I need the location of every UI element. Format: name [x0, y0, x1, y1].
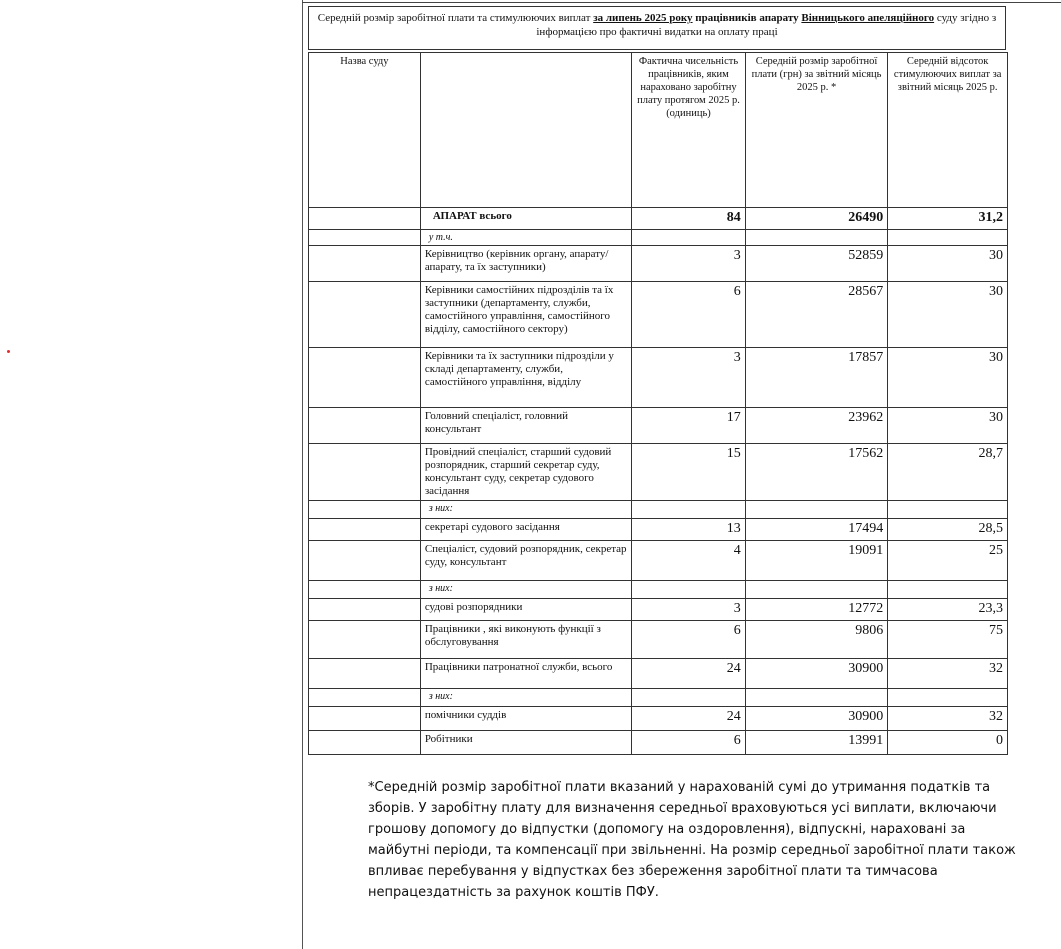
row-count: [632, 230, 746, 246]
row-count: 3: [632, 599, 746, 621]
table-row: [309, 246, 1008, 282]
row-salary: 12772: [745, 599, 888, 621]
row-court-cell: [309, 731, 421, 755]
row-court-cell: [309, 541, 421, 581]
row-pct: [888, 581, 1008, 599]
table-row: [309, 348, 1008, 408]
row-salary: 52859: [745, 246, 888, 282]
row-pct: 0: [888, 731, 1008, 755]
table-row: [309, 689, 1008, 707]
row-court-cell: [309, 444, 421, 501]
row-court-cell: [309, 246, 421, 282]
row-count: [632, 501, 746, 519]
row-label: Керівництво (керівник органу, апарату/апарату, та їх заступники): [420, 246, 631, 282]
row-label: Головний спеціаліст, головний консультант: [420, 408, 631, 444]
row-pct: 30: [888, 246, 1008, 282]
row-salary: 30900: [745, 707, 888, 731]
row-count: [632, 689, 746, 707]
row-pct: 31,2: [888, 208, 1008, 230]
row-court-cell: [309, 599, 421, 621]
row-pct: 30: [888, 408, 1008, 444]
table-row: [309, 707, 1008, 731]
row-salary: 28567: [745, 282, 888, 348]
page-left-edge: [302, 0, 303, 949]
table-row: [309, 731, 1008, 755]
row-court-cell: [309, 707, 421, 731]
table-row: [309, 408, 1008, 444]
row-salary: 23962: [745, 408, 888, 444]
row-label: Працівники патронатної служби, всього: [420, 659, 631, 689]
row-salary: 13991: [745, 731, 888, 755]
row-pct: 75: [888, 621, 1008, 659]
table-row: [309, 282, 1008, 348]
footnote: *Середній розмір заробітної плати вказаний у нарахованій сумі до утримання податків та зборів. У заробітну плату для визначення середньої враховуються усі виплати, включаючи грошову допомогу до відпустки (допомогу на оздоровлення), відпускні, нараховані за майбутні періоди, та компенсації при звільненні. На розмір середньої заробітної плати також впливає перебування у відпустках без збереження заробітної плати та тимчасова непрацездатність за рахунок коштів ПФУ.: [368, 780, 1016, 900]
row-count: 13: [632, 519, 746, 541]
row-count: 3: [632, 246, 746, 282]
row-salary: 19091: [745, 541, 888, 581]
row-salary: 30900: [745, 659, 888, 689]
row-count: 84: [632, 208, 746, 230]
header-empty: [420, 53, 631, 208]
row-pct: 30: [888, 348, 1008, 408]
table-row: [309, 230, 1008, 246]
row-count: 24: [632, 659, 746, 689]
row-salary: 26490: [745, 208, 888, 230]
header-headcount: Фактична чисельність працівників, яким нараховано заробітну плату протягом 2025 р. (одиниць): [632, 53, 746, 208]
document-title: Середній розмір заробітної плати та стимулюючих виплат за липень 2025 року працівників апарату Вінницького апеляційного суду згідно з інформацією про фактичні видатки на оплату праці: [308, 6, 1006, 50]
table-row: [309, 444, 1008, 501]
row-pct: 25: [888, 541, 1008, 581]
table-row: [309, 541, 1008, 581]
row-label: Працівники , які виконують функції з обслуговування: [420, 621, 631, 659]
row-label: Робітники: [420, 731, 631, 755]
scan-dot: [7, 350, 10, 353]
table-row: [309, 659, 1008, 689]
row-count: 6: [632, 282, 746, 348]
row-salary: [745, 230, 888, 246]
table-row: [309, 599, 1008, 621]
table-row: [309, 621, 1008, 659]
table-row: [309, 519, 1008, 541]
row-label: з них:: [420, 501, 631, 519]
row-pct: 28,7: [888, 444, 1008, 501]
row-pct: 23,3: [888, 599, 1008, 621]
row-court-cell: [309, 348, 421, 408]
row-court-cell: [309, 230, 421, 246]
row-salary: [745, 689, 888, 707]
row-count: 4: [632, 541, 746, 581]
row-pct: 28,5: [888, 519, 1008, 541]
row-salary: 17857: [745, 348, 888, 408]
row-court-cell: [309, 408, 421, 444]
row-count: [632, 581, 746, 599]
header-bonus-pct: Середній відсоток стимулюючих виплат за звітний місяць 2025 р.: [888, 53, 1008, 208]
table-row: [309, 581, 1008, 599]
page-top-edge: [302, 2, 1061, 3]
row-salary: 17494: [745, 519, 888, 541]
row-court-cell: [309, 208, 421, 230]
row-count: 6: [632, 731, 746, 755]
row-count: 24: [632, 707, 746, 731]
table-row: [309, 208, 1008, 230]
row-pct: [888, 501, 1008, 519]
row-count: 17: [632, 408, 746, 444]
row-pct: 32: [888, 659, 1008, 689]
row-label: з них:: [420, 581, 631, 599]
row-pct: [888, 230, 1008, 246]
row-label: помічники суддів: [420, 707, 631, 731]
row-label: з них:: [420, 689, 631, 707]
row-label: Провідний спеціаліст, старший судовий розпорядник, старший секретар суду, консультант суду, секретар судового засідання: [420, 444, 631, 501]
row-court-cell: [309, 621, 421, 659]
row-label: у т.ч.: [420, 230, 631, 246]
row-salary: 9806: [745, 621, 888, 659]
row-count: 3: [632, 348, 746, 408]
salary-table: [308, 52, 1008, 755]
row-court-cell: [309, 501, 421, 519]
row-count: 6: [632, 621, 746, 659]
row-label: Спеціаліст, судовий розпорядник, секретар суду, консультант: [420, 541, 631, 581]
row-label: Керівники самостійних підрозділів та їх заступники (департаменту, служби, самостійного управління, самостійного відділу, самостійного сектору): [420, 282, 631, 348]
row-pct: 30: [888, 282, 1008, 348]
row-court-cell: [309, 581, 421, 599]
row-salary: [745, 501, 888, 519]
row-salary: [745, 581, 888, 599]
row-court-cell: [309, 689, 421, 707]
row-count: 15: [632, 444, 746, 501]
header-court-name: Назва суду: [309, 53, 421, 208]
row-label: судові розпорядники: [420, 599, 631, 621]
row-court-cell: [309, 282, 421, 348]
row-pct: 32: [888, 707, 1008, 731]
row-court-cell: [309, 519, 421, 541]
header-avg-salary: Середній розмір заробітної плати (грн) за звітний місяць 2025 р. *: [745, 53, 888, 208]
row-salary: 17562: [745, 444, 888, 501]
row-pct: [888, 689, 1008, 707]
row-label: Керівники та їх заступники підрозділи у складі департаменту, служби, самостійного управління, відділу: [420, 348, 631, 408]
row-court-cell: [309, 659, 421, 689]
table-header: [309, 53, 1008, 208]
table-row: [309, 501, 1008, 519]
row-label: АПАРАТ всього: [420, 208, 631, 230]
row-label: секретарі судового засідання: [420, 519, 631, 541]
